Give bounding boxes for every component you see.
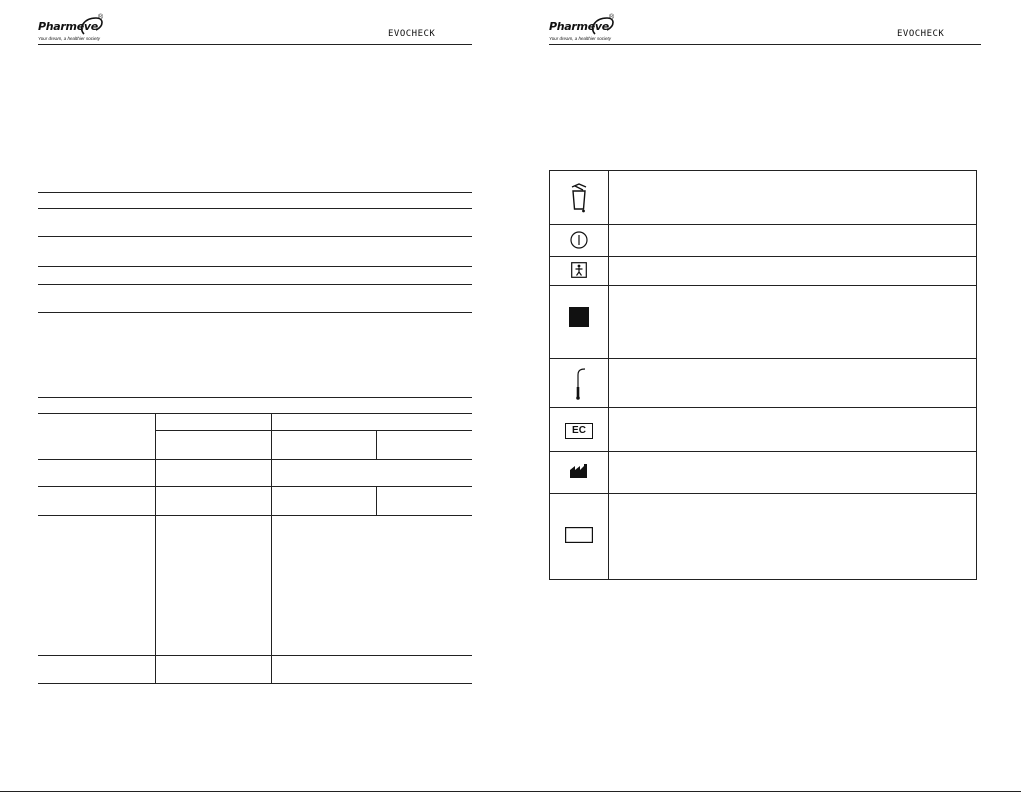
symbols-row-rule xyxy=(550,224,976,225)
symbols-row-rule xyxy=(550,407,976,408)
table-column-rule xyxy=(376,486,377,515)
table-rule xyxy=(38,655,472,656)
product-name: EVOCHECK xyxy=(897,29,945,39)
header-rule xyxy=(549,44,981,45)
table-rule xyxy=(38,266,472,267)
ec-rep-icon: EC xyxy=(565,423,593,439)
table-rule xyxy=(38,192,472,193)
table-rule xyxy=(38,486,472,487)
logo-tagline: Your dream, a healthier society xyxy=(38,36,101,41)
product-name: EVOCHECK xyxy=(388,29,436,39)
type-bf-applied-part-icon xyxy=(571,262,587,278)
table-rule xyxy=(38,515,472,516)
page-bottom-rule xyxy=(0,791,1021,792)
table-rule xyxy=(38,397,472,398)
company-logo xyxy=(38,14,128,44)
filled-square-icon xyxy=(569,307,589,327)
company-logo xyxy=(549,14,639,44)
waste-bin-icon xyxy=(568,183,590,215)
power-on-off-icon xyxy=(569,230,589,250)
table-rule xyxy=(38,413,472,414)
symbols-row-rule xyxy=(550,285,976,286)
table-rule xyxy=(38,208,472,209)
symbols-column-rule xyxy=(608,171,609,579)
empty-box-icon xyxy=(565,527,593,543)
symbols-row-rule xyxy=(550,451,976,452)
logo-brand: Pharmeve xyxy=(549,20,609,33)
table-rule xyxy=(38,284,472,285)
symbols-row-rule xyxy=(550,493,976,494)
table-column-rule xyxy=(271,413,272,683)
table-rule xyxy=(38,683,472,684)
registered-mark: ® xyxy=(609,14,615,21)
symbols-row-rule xyxy=(550,358,976,359)
manufacturer-icon xyxy=(570,464,588,478)
temperature-limit-icon xyxy=(571,367,587,401)
table-column-rule xyxy=(155,413,156,683)
symbols-row-rule xyxy=(550,256,976,257)
header-rule xyxy=(38,44,472,45)
table-rule xyxy=(38,459,472,460)
registered-mark: ® xyxy=(98,14,104,21)
symbols-table xyxy=(549,170,977,580)
logo-tagline: Your dream, a healthier society xyxy=(549,36,612,41)
table-rule xyxy=(38,236,472,237)
table-rule xyxy=(38,312,472,313)
table-column-rule xyxy=(376,430,377,459)
table-rule xyxy=(155,430,472,431)
left-page xyxy=(0,0,510,795)
right-page xyxy=(511,0,1021,795)
logo-brand: Pharmeve xyxy=(38,20,98,33)
